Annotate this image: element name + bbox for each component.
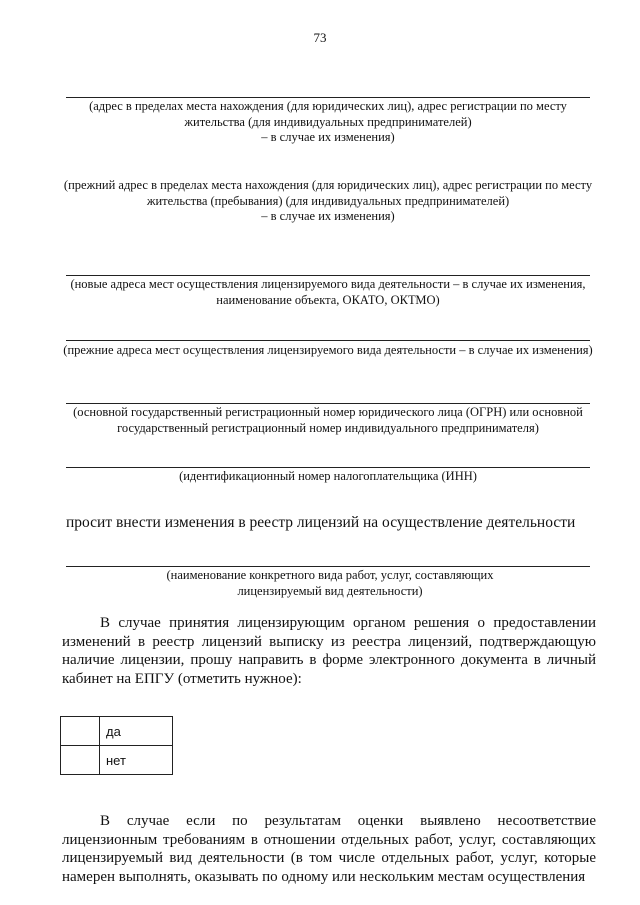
no-option-label: нет [100, 746, 173, 775]
choice-row-no [61, 746, 173, 775]
inn-fill-line[interactable] [66, 467, 590, 468]
previous-activity-address-caption: (прежние адреса мест осуществления лицензируемого вида деятельности – в случае их изменения) [63, 343, 593, 357]
request-text: просит внести изменения в реестр лицензий на осуществление деятельности [66, 514, 576, 531]
no-checkbox[interactable] [61, 746, 99, 774]
yes-option-label: да [100, 717, 173, 746]
activity-caption: (наименование конкретного вида работ, услуг, составляющих лицензируемый вид деятельности) [166, 568, 494, 598]
nonconformity-paragraph: В случае если по результатам оценки выявлено несоответствие лицензионным требованиям в отношении отдельных работ, услуг, составляющих лицензируемый вид деятельности (в том числе отдельных работ, услуг, которые намерен выполнять, оказывать по одному или нескольким местам осуществления [62, 813, 596, 885]
new-activity-address-fill-line[interactable] [66, 275, 590, 276]
ogrn-caption: (основной государственный регистрационный номер юридического лица (ОГРН) или основной государственный регистрационный номер индивидуального предпринимателя) [73, 405, 583, 435]
delivery-choice-table [60, 716, 173, 775]
inn-caption: (идентификационный номер налогоплательщика (ИНН) [179, 469, 477, 483]
yes-checkbox[interactable] [61, 717, 99, 745]
choice-row-yes [61, 717, 173, 746]
previous-address-caption: (прежний адрес в пределах места нахождения (для юридических лиц), адрес регистрации по месту жительства (пребывания) (для индивидуальных предпринимателей) – в случае их изменения) [63, 178, 593, 223]
activity-fill-line[interactable] [66, 566, 590, 567]
page-number: 73 [313, 30, 327, 45]
yes-checkbox-cell[interactable] [61, 717, 100, 746]
address-caption: (адрес в пределах места нахождения (для юридических лиц), адрес регистрации по месту жительства (для индивидуальных предпринимателей) – в случае их изменения) [89, 99, 567, 144]
address-fill-line[interactable] [66, 97, 590, 98]
new-activity-address-caption: (новые адреса мест осуществления лицензируемого вида деятельности – в случае их изменения, наименование объекта, ОКАТО, ОКТМО) [70, 277, 586, 307]
ogrn-fill-line[interactable] [66, 403, 590, 404]
no-checkbox-cell[interactable] [61, 746, 100, 775]
extract-delivery-paragraph: В случае принятия лицензирующим органом решения о предоставлении изменений в реестр лицензий выписку из реестра лицензий, подтверждающую наличие лицензии, прошу направить в форме электронного документа в личный кабинет на ЕПГУ (отметить нужное): [62, 615, 596, 687]
previous-activity-address-fill-line[interactable] [66, 340, 590, 341]
